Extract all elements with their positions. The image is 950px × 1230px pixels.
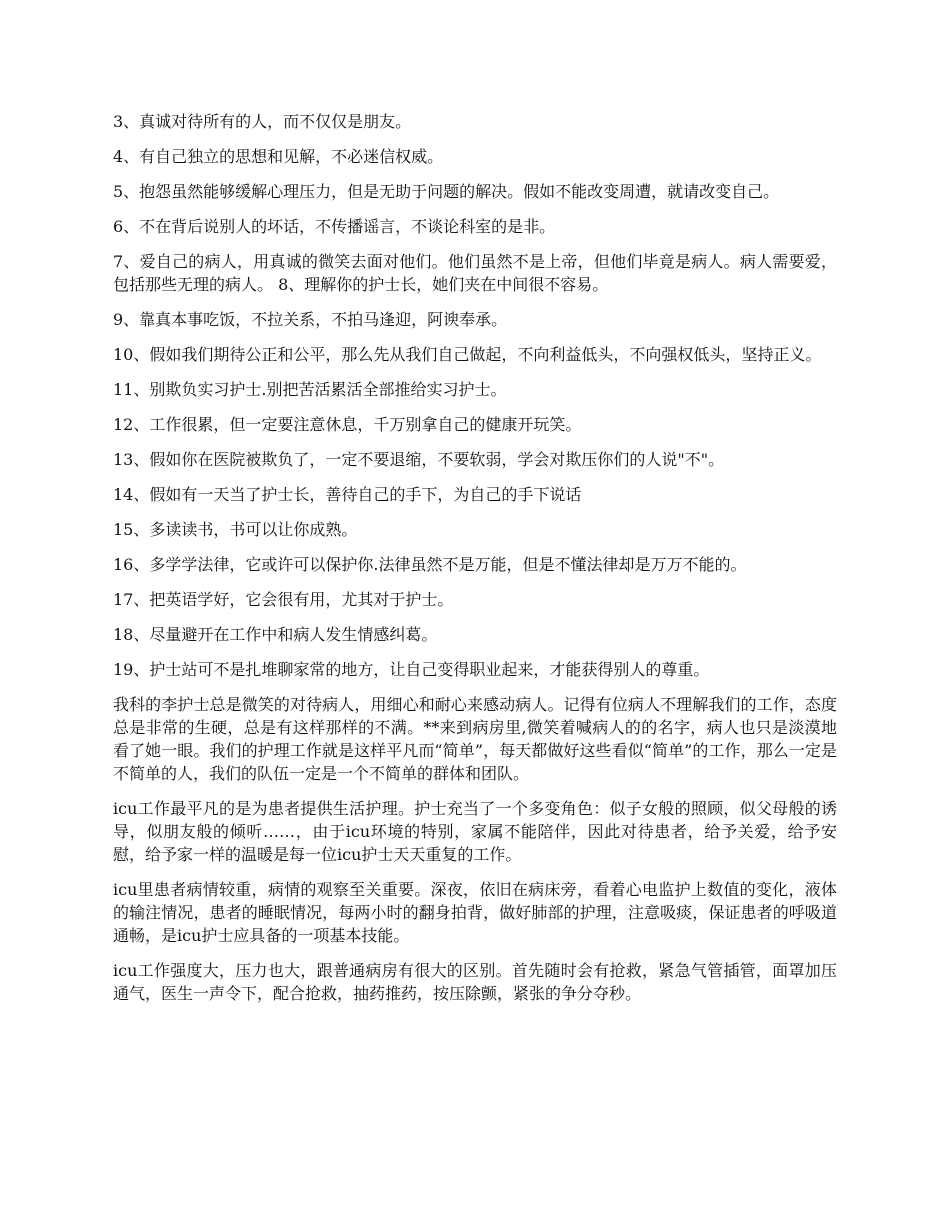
- paragraph-item-15: 15、多读读书，书可以让你成熟。: [113, 520, 358, 539]
- paragraph-item-18: 18、尽量避开在工作中和病人发生情感纠葛。: [113, 625, 438, 644]
- document-body: [113, 110, 837, 1017]
- paragraph-icu-care: icu工作最平凡的是为患者提供生活护理。护士充当了一个多变角色：似子女般的照顾，似父母般的诱导，似朋友般的倾听……，由于icu环境的特别，家属不能陪伴，因此对待患者，给予关爱，给予安慰，给予家一样的温暖是每一位icu护士天天重复的工作。: [113, 799, 837, 864]
- paragraph-item-5: 5、抱怨虽然能够缓解心理压力，但是无助于问题的解决。假如不能改变周遭，就请改变自己。: [113, 182, 780, 201]
- paragraph-item-10: 10、假如我们期待公正和公平，那么先从我们自己做起，不向利益低头，不向强权低头，坚持正义。: [113, 345, 822, 364]
- paragraph-nurse-li: 我科的李护士总是微笑的对待病人，用细心和耐心来感动病人。记得有位病人不理解我们的工作，态度总是非常的生硬，总是有这样那样的不满。**来到病房里,微笑着喊病人的的名字，病人也只是淡漠地看了她一眼。我们的护理工作就是这样平凡而“简单”，每天都做好这些看似“简单”的工作，那么一定是不简单的人，我们的队伍一定是一个不简单的群体和团队。: [113, 695, 837, 783]
- paragraph-item-19: 19、护士站可不是扎堆聊家常的地方，让自己变得职业起来，才能获得别人的尊重。: [113, 660, 710, 679]
- paragraph-item-16: 16、多学学法律，它或许可以保护你.法律虽然不是万能，但是不懂法律却是万万不能的。: [113, 555, 747, 574]
- paragraph-item-11: 11、别欺负实习护士.别把苦活累活全部推给实习护士。: [113, 380, 507, 399]
- paragraph-item-13: 13、假如你在医院被欺负了，一定不要退缩，不要软弱，学会对欺压你们的人说"不"。: [113, 450, 725, 469]
- paragraph-icu-intensity: icu工作强度大，压力也大，跟普通病房有很大的区别。首先随时会有抢救，紧急气管插管，面罩加压通气，医生一声令下，配合抢救，抽药推药，按压除颤，紧张的争分夺秒。: [113, 961, 837, 1003]
- paragraph-item-4: 4、有自己独立的思想和见解，不必迷信权威。: [113, 147, 444, 166]
- paragraph-item-17: 17、把英语学好，它会很有用，尤其对于护士。: [113, 590, 454, 609]
- paragraph-icu-observation: icu里患者病情较重，病情的观察至关重要。深夜，依旧在病床旁，看着心电监护上数值的变化，液体的输注情况，患者的睡眠情况，每两小时的翻身拍背，做好肺部的护理，注意吸痰，保证患者的呼吸道通畅，是icu护士应具备的一项基本技能。: [113, 880, 837, 945]
- paragraph-item-3: 3、真诚对待所有的人，而不仅仅是朋友。: [113, 112, 412, 131]
- paragraph-item-12: 12、工作很累，但一定要注意休息，千万别拿自己的健康开玩笑。: [113, 415, 582, 434]
- paragraph-item-14: 14、假如有一天当了护士长，善待自己的手下，为自己的手下说话: [113, 485, 582, 504]
- paragraph-item-9: 9、靠真本事吃饭，不拉关系，不拍马逢迎，阿谀奉承。: [113, 310, 508, 329]
- paragraph-item-7-8: 7、爱自己的病人，用真诚的微笑去面对他们。他们虽然不是上帝，但他们毕竟是病人。病人需要爱，包括那些无理的病人。 8、理解你的护士长，她们夹在中间很不容易。: [113, 252, 837, 294]
- paragraph-item-6: 6、不在背后说别人的坏话，不传播谣言，不谈论科室的是非。: [113, 217, 556, 236]
